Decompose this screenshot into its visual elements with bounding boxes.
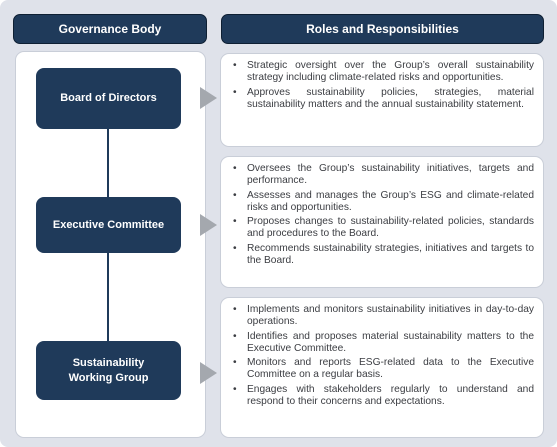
executive-roles-list xyxy=(229,163,534,267)
board-roles-list xyxy=(229,60,534,111)
role-item: • Recommends sustainability strategies, initiatives and targets to the Board. xyxy=(229,243,534,267)
role-item: • Monitors and reports ESG-related data to the Executive Committee on a regular basis. xyxy=(229,357,534,381)
board-roles-box xyxy=(220,53,544,147)
working-group-roles-list xyxy=(229,304,534,408)
role-item: • Oversees the Group’s sustainability initiatives, targets and performance. xyxy=(229,163,534,187)
executive-roles-box xyxy=(220,156,544,288)
role-item: • Implements and monitors sustainability initiatives in day-to-day operations. xyxy=(229,304,534,328)
arrow-right-icon xyxy=(200,214,217,236)
role-item: • Strategic oversight over the Group’s overall sustainability strategy including climate-related risks and opportunities. xyxy=(229,60,534,84)
board-of-directors-box xyxy=(36,68,181,129)
role-item: • Proposes changes to sustainability-related policies, standards and procedures to the Board. xyxy=(229,216,534,240)
roles-header: Roles and Responsibilities xyxy=(221,14,544,44)
sustainability-working-group-box xyxy=(36,341,181,400)
governance-body-header: Governance Body xyxy=(13,14,207,44)
board-of-directors-label: Board of Directors xyxy=(60,92,157,105)
arrow-right-icon xyxy=(200,362,217,384)
executive-committee-box xyxy=(36,197,181,253)
role-item: • Assesses and manages the Group’s ESG and climate-related risks and opportunities. xyxy=(229,190,534,214)
role-item: • Identifies and proposes material sustainability matters to the Executive Committee. xyxy=(229,331,534,355)
working-group-roles-box xyxy=(220,297,544,438)
arrow-right-icon xyxy=(200,87,217,109)
role-item: • Approves sustainability policies, strategies, material sustainability matters and the annual sustainability statement. xyxy=(229,87,534,111)
role-item: • Engages with stakeholders regularly to understand and respond to their concerns and expectations. xyxy=(229,384,534,408)
executive-committee-label: Executive Committee xyxy=(52,218,165,231)
sustainability-working-group-label-line2: Working Group xyxy=(68,371,149,384)
sustainability-working-group-label-line1: Sustainability xyxy=(72,356,145,369)
